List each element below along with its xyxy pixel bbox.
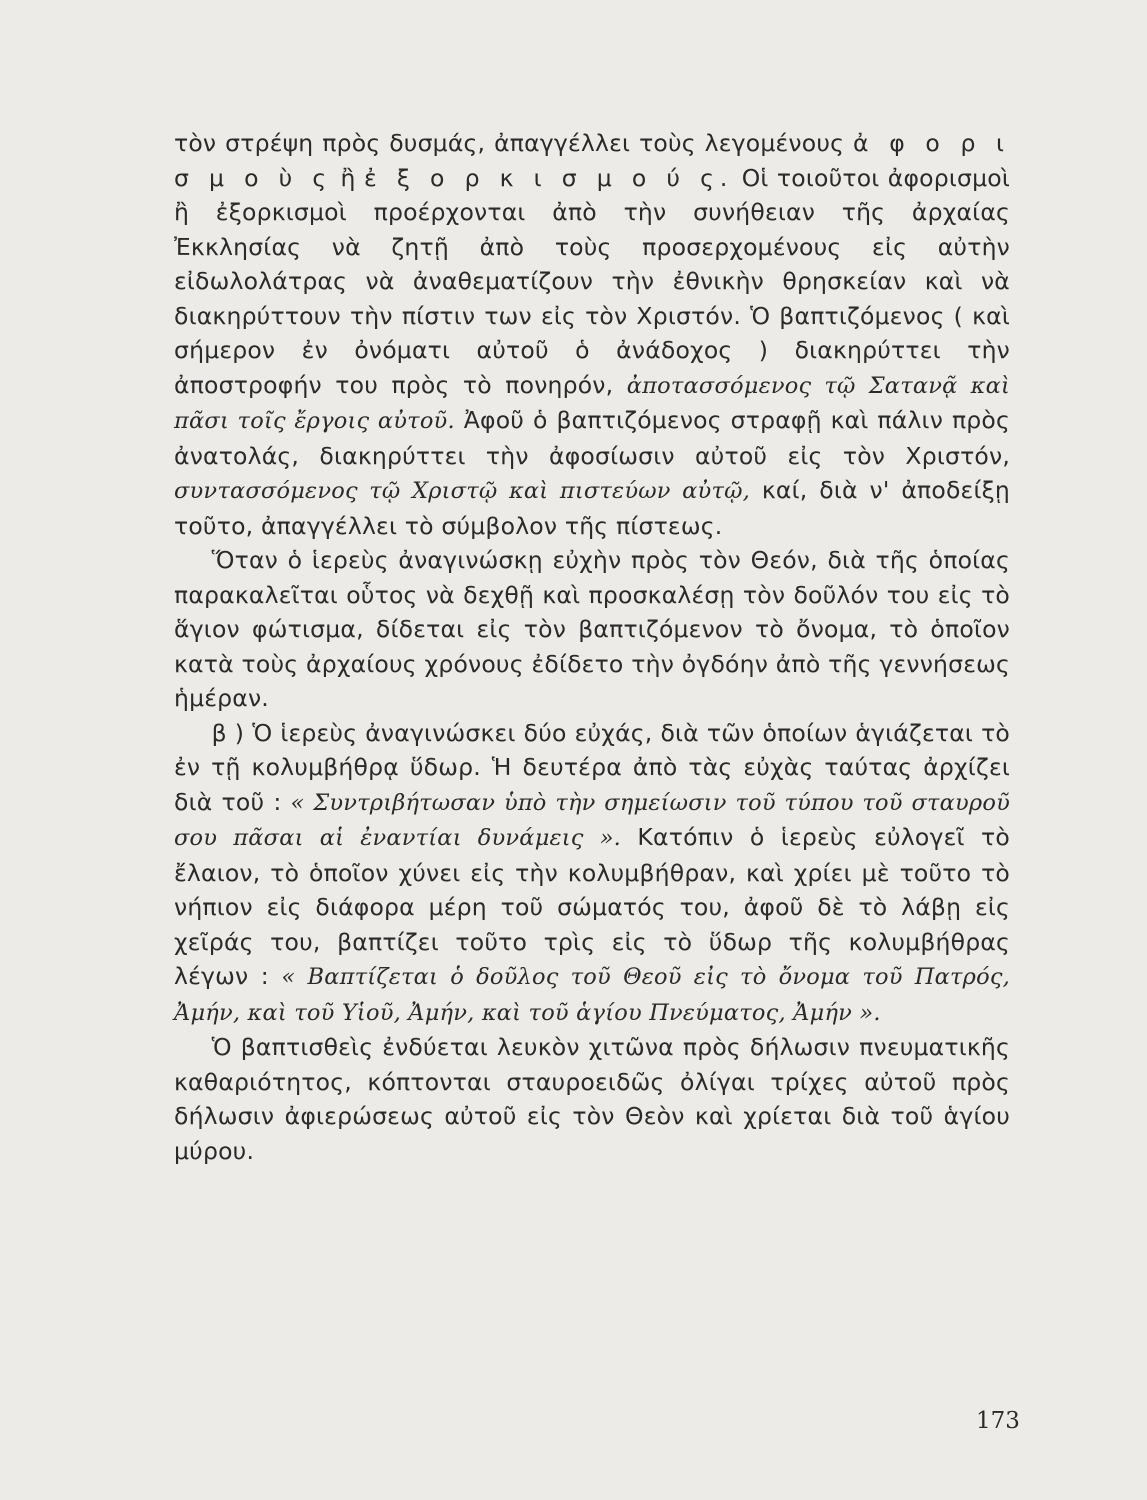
text-run: καί, διὰ ν' ἀποδείξῃ τοῦτο, ἀπαγγέλλει τὸ σύμβολον τῆς πίστεως. bbox=[174, 476, 1011, 540]
text-run: Οἱ τοιοῦτοι ἀφορισμοὶ ἢ ἐξορκισμοὶ προέρχονται ἀπὸ τὴν συνήθειαν τῆς ἀρχαίας Ἐκκλησίας νὰ ζητῇ ἀπὸ τοὺς προσερχομένους εἰς αὐτὴν εἰδωλολάτρας νὰ ἀναθεματίζουν τὴν ἐθνικὴν θρησκείαν καὶ νὰ διακηρύττουν τὴν πίστιν των εἰς τὸν Χριστόν. Ὁ βαπτιζόμενος ( καὶ σήμερον ἐν ὀνόματι αὐτοῦ ὁ ἀνάδοχος ) διακηρύττει τὴν ἀποστροφήν του πρὸς τὸ πονηρόν, bbox=[174, 163, 1010, 399]
italic-quote: « Βαπτίζεται ὁ δοῦλος τοῦ Θεοῦ εἰς τὸ ὄνομα τοῦ Πατρός, Ἀμήν, καὶ τοῦ Υἱοῦ, Ἀμήν, καὶ τοῦ ἁγίου Πνεύματος, Ἀμήν ». bbox=[174, 964, 1010, 1026]
paragraph bbox=[174, 1030, 1010, 1168]
text-run: Ἀφοῦ ὁ βαπτιζόμενος στραφῇ καὶ πάλιν πρὸς ἀνατολάς, διακηρύττει τὴν ἀφοσίωσιν αὐτοῦ εἰς τὸν Χριστόν, bbox=[174, 406, 1010, 470]
spaced-term: ἀ φ ο ρ ι σ μ ο ὺ ς bbox=[174, 129, 1011, 192]
page-number: 173 bbox=[976, 1408, 1020, 1434]
text-run: τὸν στρέψη πρὸς δυσμάς, ἀπαγγέλλει τοὺς λεγομένους bbox=[174, 129, 854, 157]
text-run: β ) Ὁ ἱερεὺς ἀναγινώσκει δύο εὐχάς, διὰ τῶν ὁποίων ἁγιάζεται τὸ ἐν τῇ κολυμβήθρᾳ ὕδωρ. Ἡ δευτέρα ἀπὸ τὰς εὐχὰς ταύτας ἀρχίζει διὰ τοῦ : bbox=[174, 718, 1010, 816]
body-text bbox=[174, 126, 1010, 1168]
text-run: Ὅταν ὁ ἱερεὺς ἀναγινώσκῃ εὐχὴν πρὸς τὸν Θεόν, διὰ τῆς ὁποίας παρακαλεῖται οὗτος νὰ δεχθῇ καὶ προσκαλέσῃ τὸν δοῦλόν του εἰς τὸ ἅγιον φώτισμα, δίδεται εἰς τὸν βαπτιζόμενον τὸ ὄνομα, τὸ ὁποῖον κατὰ τοὺς ἀρχαίους χρόνους ἐδίδετο τὴν ὀγδόην ἀπὸ τῆς γεννήσεως ἡμέραν. bbox=[174, 546, 1010, 712]
paragraph bbox=[174, 716, 1010, 1031]
text-run: ἢ bbox=[332, 163, 364, 192]
paragraph bbox=[174, 543, 1010, 716]
paragraph bbox=[174, 126, 1010, 543]
italic-quote: συντασσόμενος τῷ Χριστῷ καὶ πιστεύων αὐτῷ, bbox=[174, 478, 750, 504]
spaced-term: ἐ ξ ο ρ κ ι σ μ ο ύ ς. bbox=[363, 163, 734, 192]
italic-quote: ἀποτασσόμενος τῷ Σατανᾷ καὶ πᾶσι τοῖς ἔργοις αὐτοῦ. bbox=[174, 372, 1010, 434]
italic-quote: « Συντριβήτωσαν ὑπὸ τὴν σημείωσιν τοῦ τύπου τοῦ σταυροῦ σου πᾶσαι αἱ ἐναντίαι δυνάμεις ». bbox=[174, 789, 1010, 851]
text-run: Κατόπιν ὁ ἱερεὺς εὐλογεῖ τὸ ἔλαιον, τὸ ὁποῖον χύνει εἰς τὴν κολυμβήθραν, καὶ χρίει μὲ τοῦτο τὸ νήπιον εἰς διάφορα μέρη τοῦ σώματός του, ἀφοῦ δὲ τὸ λάβῃ εἰς χεῖράς του, βαπτίζει τοῦτο τρὶς εἰς τὸ ὕδωρ τῆς κολυμβήθρας λέγων : bbox=[174, 823, 1010, 990]
text-run: Ὁ βαπτισθεὶς ἐνδύεται λευκὸν χιτῶνα πρὸς δήλωσιν πνευματικῆς καθαριότητος, κόπτονται σταυροειδῶς ὀλίγαι τρίχες αὐτοῦ πρὸς δήλωσιν ἀφιερώσεως αὐτοῦ εἰς τὸν Θεὸν καὶ χρίεται διὰ τοῦ ἁγίου μύρου. bbox=[174, 1033, 1010, 1165]
